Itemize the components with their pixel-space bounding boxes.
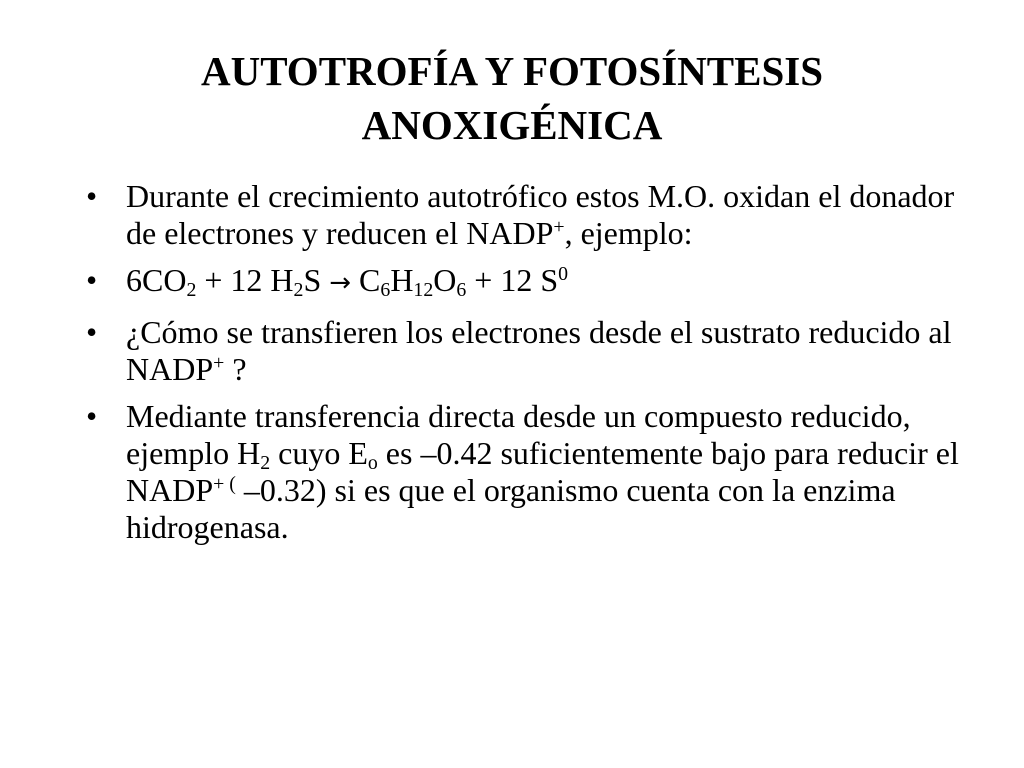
eq-part-7: + 12 S: [466, 262, 559, 298]
bullet-4-text-c: es –0.42 suficientemente bajo para reducir el NADP: [126, 435, 959, 508]
eq-part-6: O: [433, 262, 457, 298]
eq-part-4: C: [351, 262, 381, 298]
eq-part-5: H: [390, 262, 414, 298]
equation: [126, 262, 569, 301]
slide-title: [0, 44, 1024, 152]
right-arrow-icon: →: [329, 268, 352, 298]
title-line-1: AUTOTROFÍA Y FOTOSÍNTESIS: [200, 48, 824, 94]
bullet-1-sup: +: [553, 216, 565, 239]
bullet-marker: •: [86, 314, 98, 350]
bullet-3-text-a: ¿Cómo se transfieren los electrones desde el sustrato reducido al NADP: [126, 314, 952, 387]
eq-sub-4: 12: [413, 278, 434, 301]
bullet-1-text-b: , ejemplo:: [564, 215, 693, 251]
bullet-3-sup: +: [213, 352, 225, 375]
bullet-4-sub-a: 2: [260, 451, 271, 474]
bullet-4-sub-b: o: [367, 451, 378, 474]
title-line-2: ANOXIGÉNICA: [361, 102, 663, 148]
bullet-marker: •: [86, 398, 98, 434]
eq-sub-5: 6: [456, 278, 467, 301]
bullet-4-text-a: Mediante transferencia directa desde un compuesto reducido, ejemplo H: [126, 398, 911, 471]
bullet-marker: •: [86, 262, 98, 298]
bullet-marker: •: [86, 178, 98, 214]
eq-part-1: 6CO: [126, 262, 187, 298]
bullet-item-3: [84, 314, 964, 388]
bullet-4-text-d: –0.32) si es que el organismo cuenta con la enzima hidrogenasa.: [126, 472, 896, 545]
bullet-item-4: [84, 398, 964, 546]
eq-sub-1: 2: [186, 278, 197, 301]
bullet-4-text-b: cuyo E: [270, 435, 368, 471]
eq-sub-2: 2: [293, 278, 304, 301]
bullet-1-text-a: Durante el crecimiento autotrófico estos M.O. oxidan el donador de electrones y reducen el NADP: [126, 178, 955, 251]
bullet-4-sup: + (: [213, 473, 236, 496]
bullet-item-1: [84, 178, 964, 252]
bullet-item-2: [84, 262, 964, 302]
eq-sub-3: 6: [380, 278, 391, 301]
bullet-list: [84, 178, 964, 556]
eq-sup-1: 0: [558, 263, 569, 286]
eq-part-3: S: [303, 262, 330, 298]
bullet-3-text-b: ?: [224, 351, 247, 387]
eq-part-2: + 12 H: [196, 262, 294, 298]
